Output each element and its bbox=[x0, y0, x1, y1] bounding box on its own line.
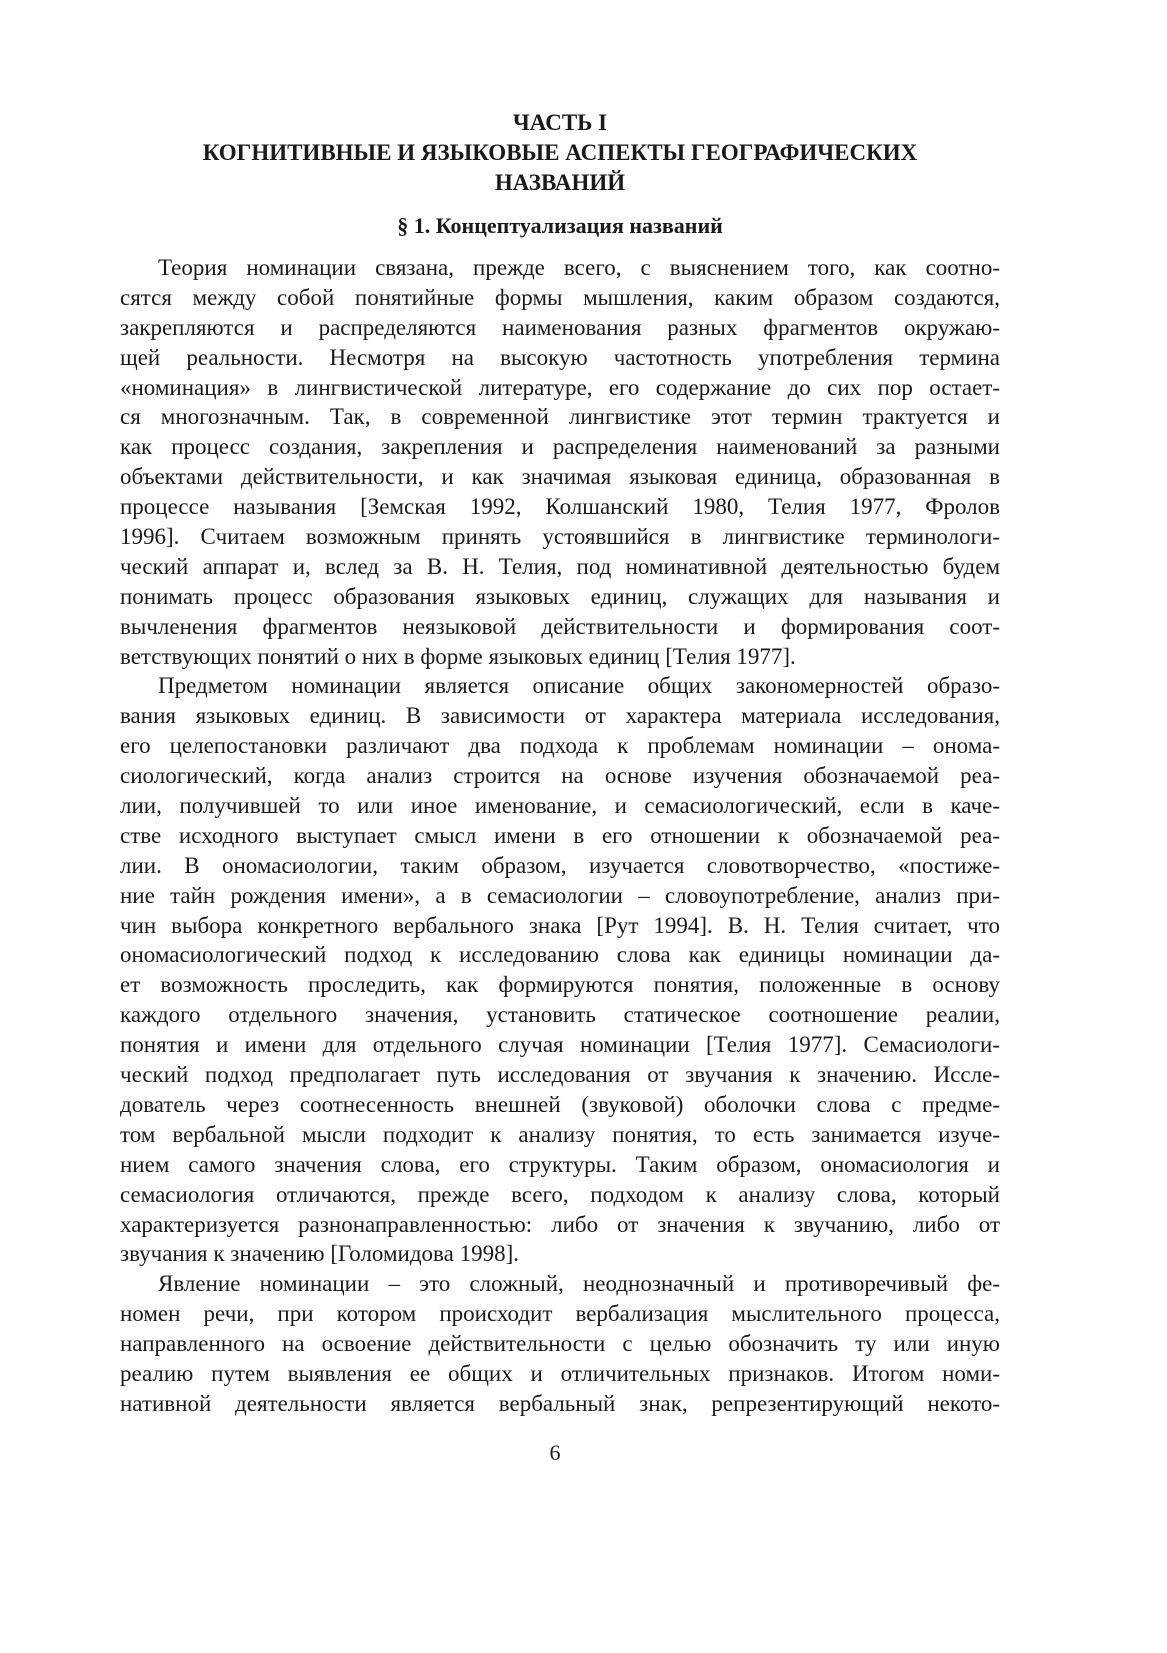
text-line: дователь через соотнесенность внешней (звуковой) оболочки слова с предме- bbox=[120, 1091, 1000, 1117]
part-heading: ЧАСТЬ I bbox=[512, 110, 608, 135]
part-title-line-2: НАЗВАНИЙ bbox=[494, 170, 626, 195]
text-line: ся многозначным. Так, в современной лингвистике этот термин трактуется и bbox=[120, 404, 1000, 430]
text-line: вания языковых единиц. В зависимости от характера материала исследования, bbox=[120, 703, 1000, 729]
text-line: том вербальной мысли подходит к анализу понятия, то есть занимается изуче- bbox=[120, 1121, 1000, 1147]
text-line: ет возможность проследить, как формируются понятия, положенные в основу bbox=[120, 972, 1000, 998]
text-line: направленного на освоение действительности с целью обозначить ту или иную bbox=[120, 1331, 1000, 1357]
text-line: понятия и имени для отдельного случая номинации [Телия 1977]. Семасиологи- bbox=[120, 1032, 1000, 1058]
text-line: его целепостановки различают два подхода к проблемам номинации – онома- bbox=[120, 733, 1000, 759]
part-title-line-1: КОГНИТИВНЫЕ И ЯЗЫКОВЫЕ АСПЕКТЫ ГЕОГРАФИЧЕСКИХ bbox=[202, 140, 918, 165]
text-line: ономасиологический подход к исследованию слова как единицы номинации да- bbox=[120, 942, 1000, 968]
text-line: характеризуется разнонаправленностью: либо от значения к звучанию, либо от bbox=[120, 1211, 1000, 1237]
text-line: лии. В ономасиологии, таким образом, изучается словотворчество, «постиже- bbox=[120, 852, 1000, 878]
text-line: «номинация» в лингвистической литературе, его содержание до сих пор остает- bbox=[120, 374, 1000, 400]
text-line: каждого отдельного значения, установить статическое соотношение реалии, bbox=[120, 1002, 1000, 1028]
paragraph bbox=[120, 1269, 1000, 1418]
text-line: номен речи, при котором происходит вербализация мыслительного процесса, bbox=[120, 1301, 1000, 1327]
text-line: лии, получившей то или иное именование, и семасиологический, если в каче- bbox=[120, 793, 1000, 819]
text-line: Предметом номинации является описание общих закономерностей образо- bbox=[158, 673, 1000, 699]
paragraph bbox=[120, 671, 1000, 1269]
text-line: ветствующих понятий о них в форме языковых единиц [Телия 1977]. bbox=[120, 643, 796, 669]
text-line: как процесс создания, закрепления и распределения наименований за разными bbox=[120, 434, 1000, 460]
text-line: Теория номинации связана, прежде всего, с выяснением того, как соотно- bbox=[158, 255, 1000, 280]
text-line: ние тайн рождения имени», а в семасиологии – словоупотребление, анализ при- bbox=[120, 882, 1000, 908]
text-line: стве исходного выступает смысл имени в его отношении к обозначаемой реа- bbox=[120, 822, 1000, 848]
text-line: 1996]. Считаем возможным принять устоявшийся в лингвистике терминологи- bbox=[120, 524, 1000, 550]
text-line: Явление номинации – это сложный, неоднозначный и противоречивый фе- bbox=[158, 1271, 1000, 1297]
text-line: процессе называния [Земская 1992, Колшанский 1980, Телия 1977, Фролов bbox=[120, 494, 1000, 520]
text-line: ческий подход предполагает путь исследования от звучания к значению. Иссле- bbox=[120, 1062, 1000, 1088]
text-line: сиологический, когда анализ строится на основе изучения обозначаемой реа- bbox=[120, 763, 1000, 789]
paragraph bbox=[120, 253, 1000, 671]
text-line: нативной деятельности является вербальный знак, репрезентирующий некото- bbox=[120, 1390, 1000, 1416]
text-line: щей реальности. Несмотря на высокую частотность употребления термина bbox=[120, 344, 1000, 370]
text-line: понимать процесс образования языковых единиц, служащих для называния и bbox=[120, 583, 1000, 609]
text-line: сятся между собой понятийные формы мышления, каким образом создаются, bbox=[120, 284, 1000, 310]
text-line: вычленения фрагментов неязыковой действительности и формирования соот- bbox=[120, 613, 1000, 639]
text-line: семасиология отличаются, прежде всего, подходом к анализу слова, который bbox=[120, 1181, 1000, 1207]
text-line: реалию путем выявления ее общих и отличительных признаков. Итогом номи- bbox=[120, 1360, 1000, 1386]
body-text bbox=[120, 253, 1000, 1419]
section-heading: § 1. Концептуализация названий bbox=[397, 213, 723, 238]
text-line: чин выбора конкретного вербального знака [Рут 1994]. В. Н. Телия считает, что bbox=[120, 912, 1000, 938]
text-line: ческий аппарат и, вслед за В. Н. Телия, под номинативной деятельностью будем bbox=[120, 553, 1000, 579]
text-line: нием самого значения слова, его структуры. Таким образом, ономасиология и bbox=[120, 1151, 1000, 1177]
text-line: объектами действительности, и как значимая языковая единица, образованная в bbox=[120, 464, 1000, 490]
text-line: звучания к значению [Голомидова 1998]. bbox=[120, 1241, 519, 1267]
text-line: закрепляются и распределяются наименования разных фрагментов окружаю- bbox=[120, 314, 1000, 340]
page-number: 6 bbox=[549, 1440, 561, 1465]
